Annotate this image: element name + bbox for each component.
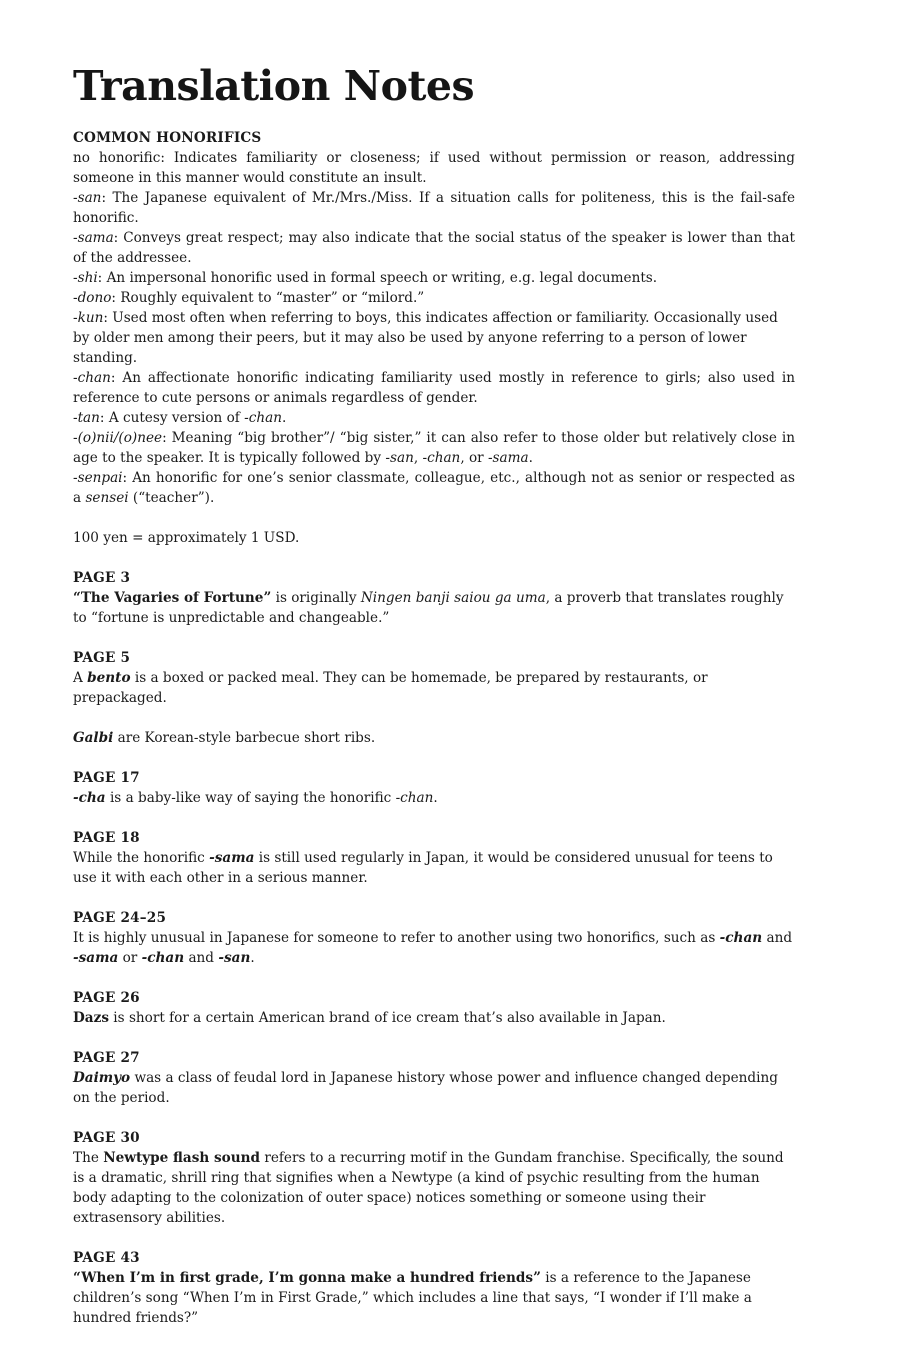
honorific-onii-onee: -(o)nii/(o)nee: Meaning “big brother”/ “big sister,” it can also refer to those older but relatively close in age to the speaker. It is typically followed by -san, -chan, or -sama. bbox=[73, 430, 795, 466]
honorific-dono: -dono: Roughly equivalent to “master” or “milord.” bbox=[73, 290, 425, 306]
honorific-chan: -chan: An affectionate honorific indicating familiarity used mostly in reference to girls; also used in reference to cute persons or animals regardless of gender. bbox=[73, 370, 795, 406]
page-18-heading: PAGE 18 bbox=[73, 830, 140, 846]
page-3-heading: PAGE 3 bbox=[73, 570, 131, 586]
page-17-note: -cha is a baby-like way of saying the honorific -chan. bbox=[73, 790, 438, 806]
page-26-note: Dazs is short for a certain American brand of ice cream that’s also available in Japan. bbox=[73, 1010, 666, 1026]
page-30-note: The Newtype flash sound refers to a recurring motif in the Gundam franchise. Specifically, the sound is a dramatic, shrill ring that signifies when a Newtype (a kind of psychic resulting from the human body adapting to the colonization of outer space) notices something or someone using their extrasensory abilities. bbox=[73, 1150, 784, 1226]
yen-note: 100 yen = approximately 1 USD. bbox=[73, 530, 300, 546]
honorific-san: -san: The Japanese equivalent of Mr./Mrs./Miss. If a situation calls for politeness, this is the fail-safe honorific. bbox=[73, 190, 795, 226]
page-5-note-bento: A bento is a boxed or packed meal. They can be homemade, be prepared by restaurants, or prepackaged. bbox=[73, 670, 708, 706]
page-17-heading: PAGE 17 bbox=[73, 770, 140, 786]
honorific-tan: -tan: A cutesy version of -chan. bbox=[73, 410, 287, 426]
page-26-heading: PAGE 26 bbox=[73, 990, 140, 1006]
page-43-note: “When I’m in first grade, I’m gonna make a hundred friends” is a reference to the Japanese children’s song “When I’m in First Grade,” which includes a line that says, “I wonder if I’ll make a hundred friends?” bbox=[73, 1270, 752, 1326]
page-27-note: Daimyo was a class of feudal lord in Japanese history whose power and influence changed depending on the period. bbox=[73, 1070, 778, 1106]
page-18-note: While the honorific -sama is still used regularly in Japan, it would be considered unusual for teens to use it with each other in a serious manner. bbox=[73, 850, 773, 886]
honorific-sama: -sama: Conveys great respect; may also indicate that the social status of the speaker is lower than that of the addressee. bbox=[73, 230, 795, 266]
page-24-25-note: It is highly unusual in Japanese for someone to refer to another using two honorifics, such as -chan and -sama or -chan and -san. bbox=[73, 930, 793, 966]
page-43-heading: PAGE 43 bbox=[73, 1250, 140, 1266]
page-3-note: “The Vagaries of Fortune” is originally Ningen banji saiou ga uma, a proverb that translates roughly to “fortune is unpredictable and changeable.” bbox=[73, 590, 784, 626]
page-5-note-galbi: Galbi are Korean-style barbecue short ribs. bbox=[73, 730, 376, 746]
page-24-25-heading: PAGE 24–25 bbox=[73, 910, 167, 926]
honorific-kun: -kun: Used most often when referring to boys, this indicates affection or familiarity. Occasionally used by older men among their peers, but it may also be used by anyone referring to a person of lower standing. bbox=[73, 310, 778, 366]
honorific-senpai: -senpai: An honorific for one’s senior classmate, colleague, etc., although not as senior or respected as a sensei (“teacher”). bbox=[73, 470, 795, 506]
honorific-none: no honorific: Indicates familiarity or closeness; if used without permission or reason, addressing someone in this manner would constitute an insult. bbox=[73, 150, 795, 186]
page-5-heading: PAGE 5 bbox=[73, 650, 131, 666]
page-27-heading: PAGE 27 bbox=[73, 1050, 140, 1066]
page-30-heading: PAGE 30 bbox=[73, 1130, 140, 1146]
honorific-shi: -shi: An impersonal honorific used in formal speech or writing, e.g. legal documents. bbox=[73, 270, 658, 286]
page-title: Translation Notes bbox=[73, 62, 475, 110]
translation-notes-page bbox=[73, 62, 795, 1328]
common-honorifics-heading: COMMON HONORIFICS bbox=[73, 130, 262, 146]
